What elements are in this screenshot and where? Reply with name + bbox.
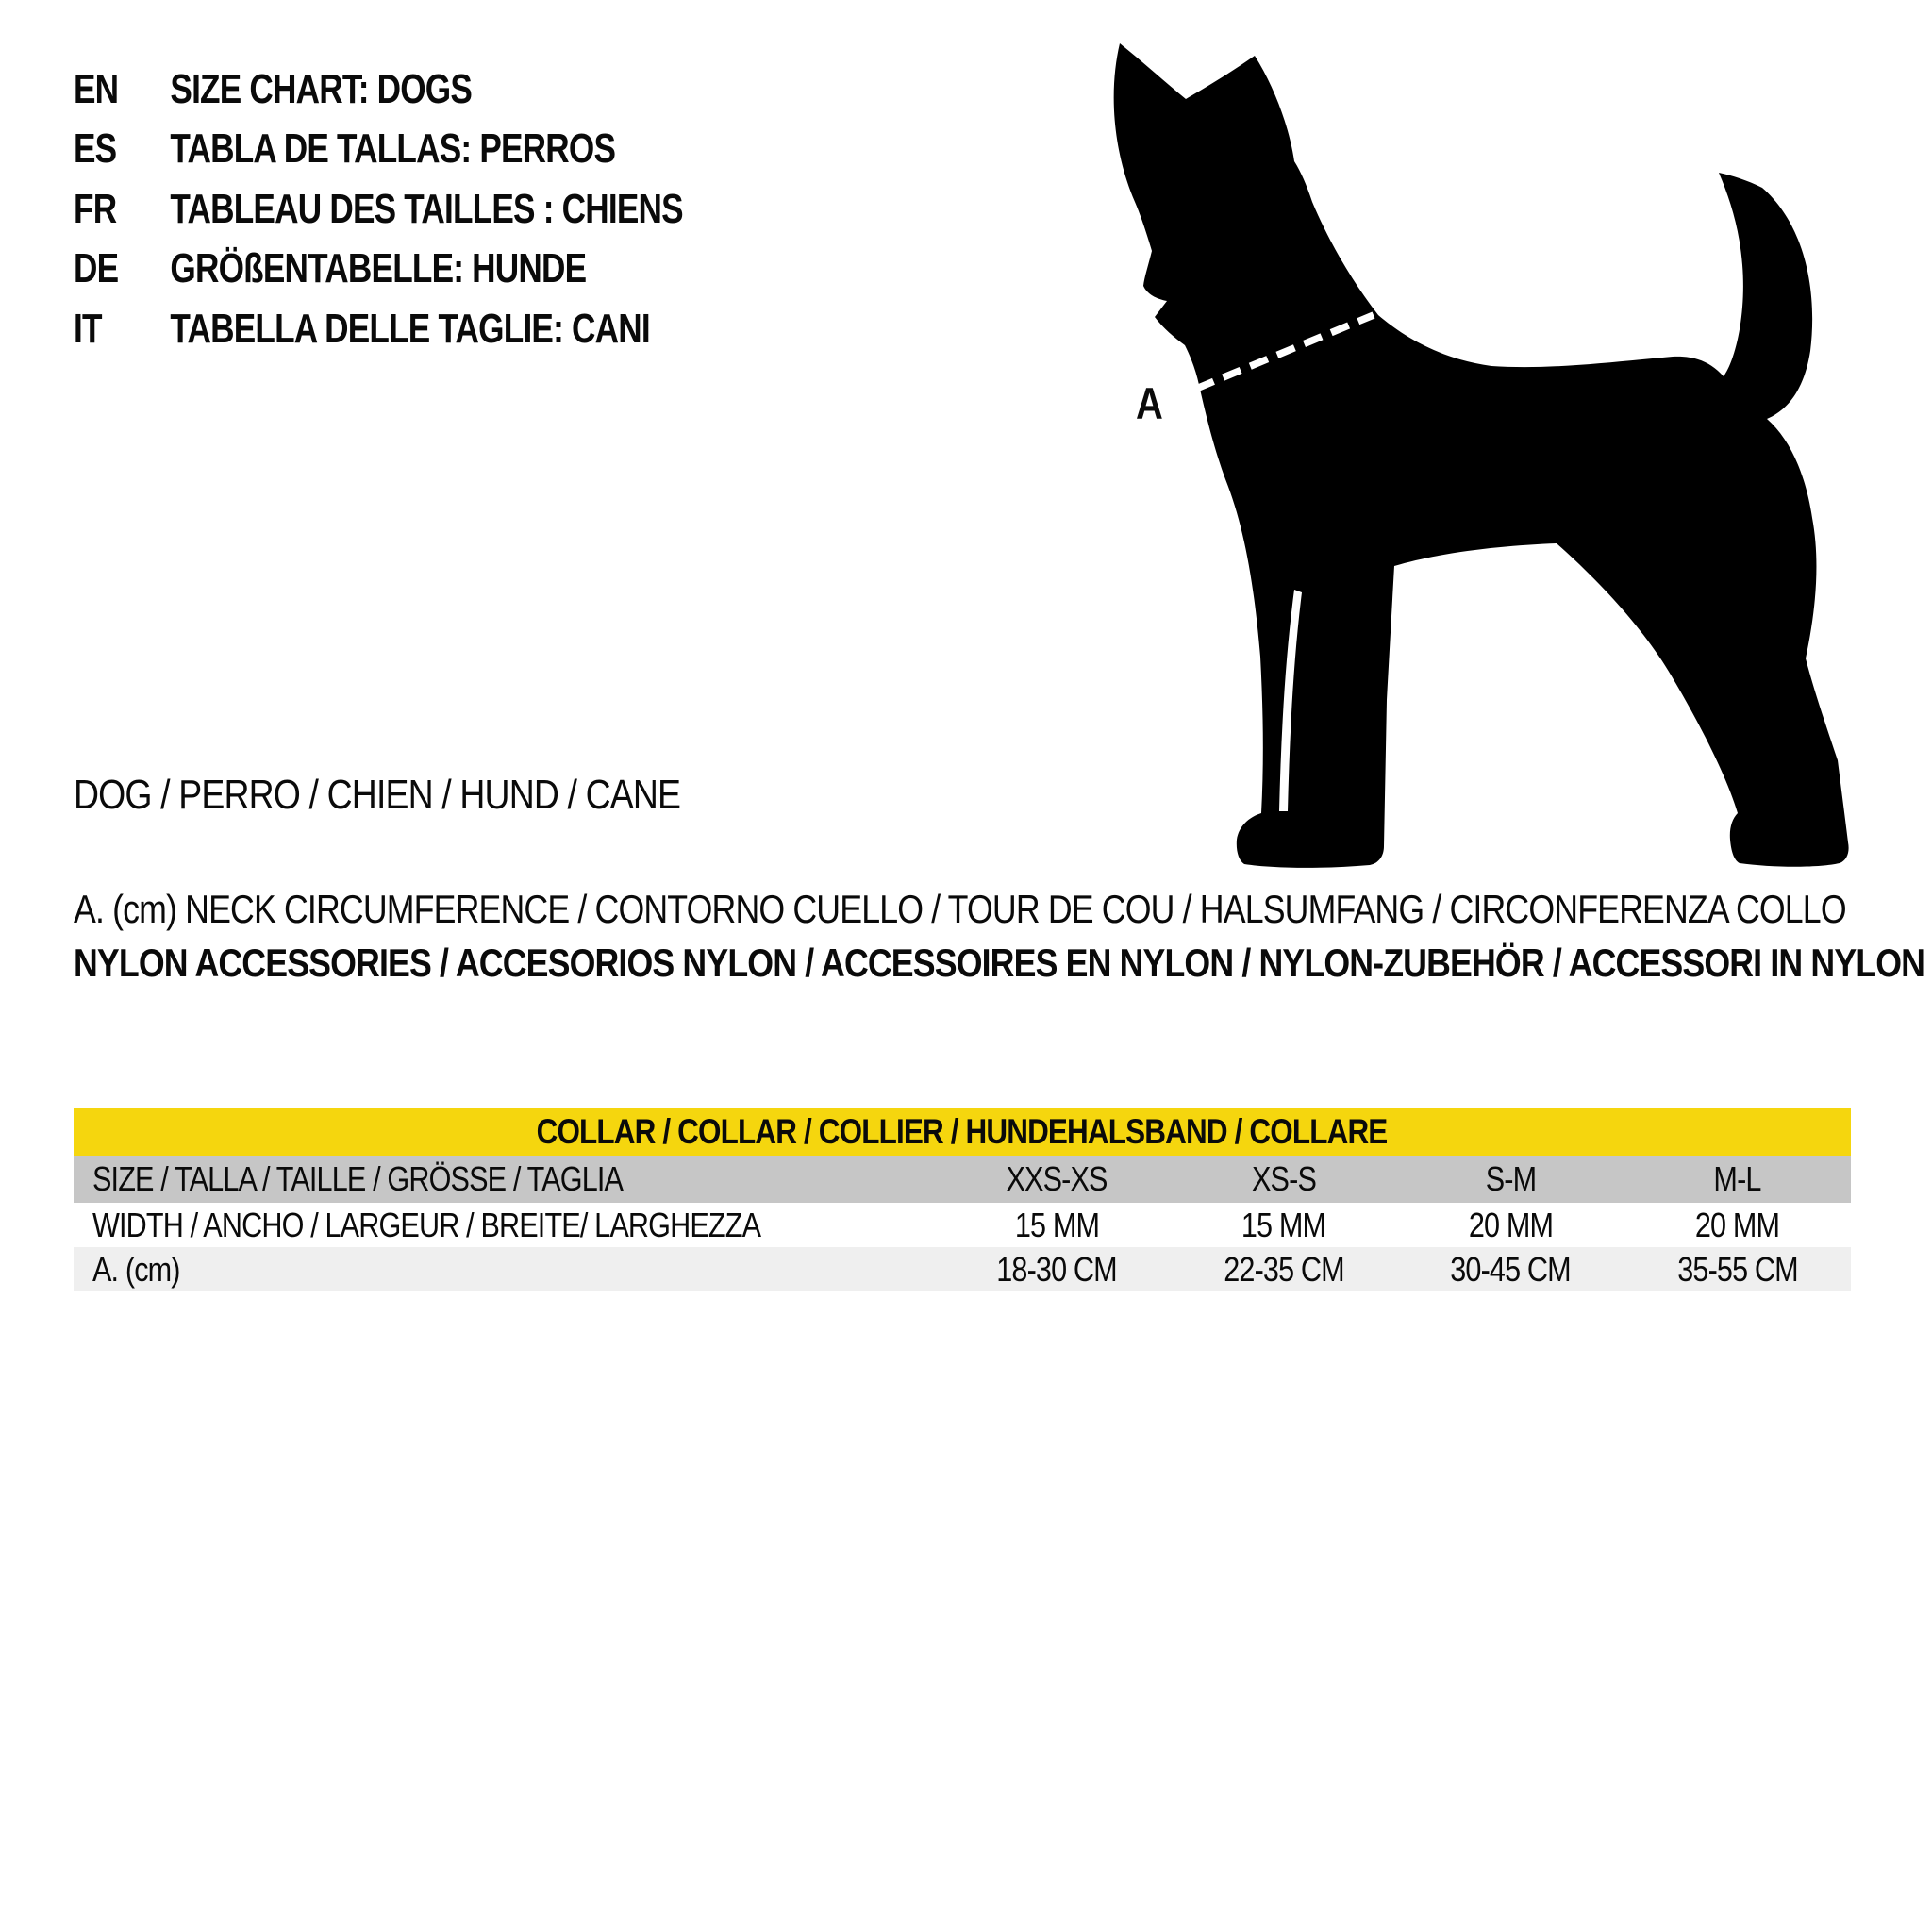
cell-text: S-M bbox=[1485, 1159, 1537, 1198]
cell-size-xxs-xs bbox=[943, 1159, 1171, 1199]
note-measurement bbox=[74, 887, 1932, 932]
neck-marker-label: A bbox=[1136, 378, 1163, 428]
cell-width-1 bbox=[943, 1206, 1171, 1245]
cell-size-m-l bbox=[1624, 1159, 1852, 1199]
language-row-it bbox=[74, 299, 683, 359]
cell-width-4 bbox=[1624, 1206, 1852, 1245]
row-label-text: WIDTH / ANCHO / LARGEUR / BREITE/ LARGHEZZA bbox=[92, 1205, 761, 1244]
table-title-row bbox=[74, 1108, 1851, 1156]
cell-text: XXS-XS bbox=[1006, 1159, 1108, 1198]
cell-text: 15 MM bbox=[1014, 1205, 1099, 1244]
dog-silhouette bbox=[1114, 43, 1849, 868]
note-material bbox=[74, 941, 1932, 986]
row-label-text: A. (cm) bbox=[92, 1249, 180, 1289]
row-label-text: SIZE / TALLA / TAILLE / GRÖSSE / TAGLIA bbox=[92, 1159, 624, 1198]
dog-silhouette-svg bbox=[1094, 28, 1924, 877]
cell-width-2 bbox=[1171, 1206, 1398, 1245]
language-row-fr bbox=[74, 179, 683, 240]
language-label: TABELLA DELLE TAGLIE: CANI bbox=[170, 305, 650, 352]
cell-text: 20 MM bbox=[1695, 1205, 1780, 1244]
figure-caption-text: DOG / PERRO / CHIEN / HUND / CANE bbox=[74, 772, 681, 818]
language-row-es bbox=[74, 120, 683, 180]
cell-text: 30-45 CM bbox=[1450, 1249, 1572, 1289]
cell-neck-3 bbox=[1397, 1250, 1624, 1290]
language-code: IT bbox=[74, 305, 102, 352]
table-row-neck bbox=[74, 1247, 1851, 1291]
cell-width-3 bbox=[1397, 1206, 1624, 1245]
cell-size-xs-s bbox=[1171, 1159, 1398, 1199]
language-row-de bbox=[74, 240, 683, 300]
note-measurement-text: A. (cm) NECK CIRCUMFERENCE / CONTORNO CUELLO / TOUR DE COU / HALSUMFANG / CIRCONFERENZA COLLO bbox=[74, 887, 1846, 931]
cell-text: 15 MM bbox=[1241, 1205, 1326, 1244]
cell-text: 22-35 CM bbox=[1223, 1249, 1344, 1289]
language-code: EN bbox=[74, 65, 119, 112]
language-label: SIZE CHART: DOGS bbox=[170, 65, 473, 112]
cell-text: XS-S bbox=[1251, 1159, 1316, 1198]
language-label: GRÖßENTABELLE: HUNDE bbox=[170, 245, 587, 292]
language-code: DE bbox=[74, 245, 119, 292]
row-label bbox=[74, 1250, 943, 1290]
cell-text: 20 MM bbox=[1468, 1205, 1553, 1244]
language-label: TABLEAU DES TAILLES : CHIENS bbox=[170, 185, 683, 232]
language-row-en bbox=[74, 59, 683, 120]
language-code: FR bbox=[74, 185, 117, 232]
cell-neck-1 bbox=[943, 1250, 1171, 1290]
size-table bbox=[74, 1108, 1851, 1291]
table-row-size bbox=[74, 1156, 1851, 1203]
cell-text: 35-55 CM bbox=[1676, 1249, 1798, 1289]
cell-neck-4 bbox=[1624, 1250, 1852, 1290]
cell-size-s-m bbox=[1397, 1159, 1624, 1199]
language-code: ES bbox=[74, 125, 117, 173]
note-material-text: NYLON ACCESSORIES / ACCESORIOS NYLON / ACCESSOIRES EN NYLON / NYLON-ZUBEHÖR / ACCESSORI IN NYLON bbox=[74, 941, 1925, 985]
table-row-width bbox=[74, 1203, 1851, 1247]
dog-figure bbox=[1094, 28, 1924, 877]
cell-neck-2 bbox=[1171, 1250, 1398, 1290]
language-list bbox=[74, 59, 835, 359]
figure-caption bbox=[74, 772, 788, 819]
row-label bbox=[74, 1206, 943, 1245]
language-label: TABLA DE TALLAS: PERROS bbox=[170, 125, 616, 173]
row-label bbox=[74, 1159, 943, 1199]
cell-text: 18-30 CM bbox=[996, 1249, 1118, 1289]
cell-text: M-L bbox=[1713, 1159, 1761, 1198]
table-title: COLLAR / COLLAR / COLLIER / HUNDEHALSBAND / COLLARE bbox=[537, 1112, 1388, 1151]
